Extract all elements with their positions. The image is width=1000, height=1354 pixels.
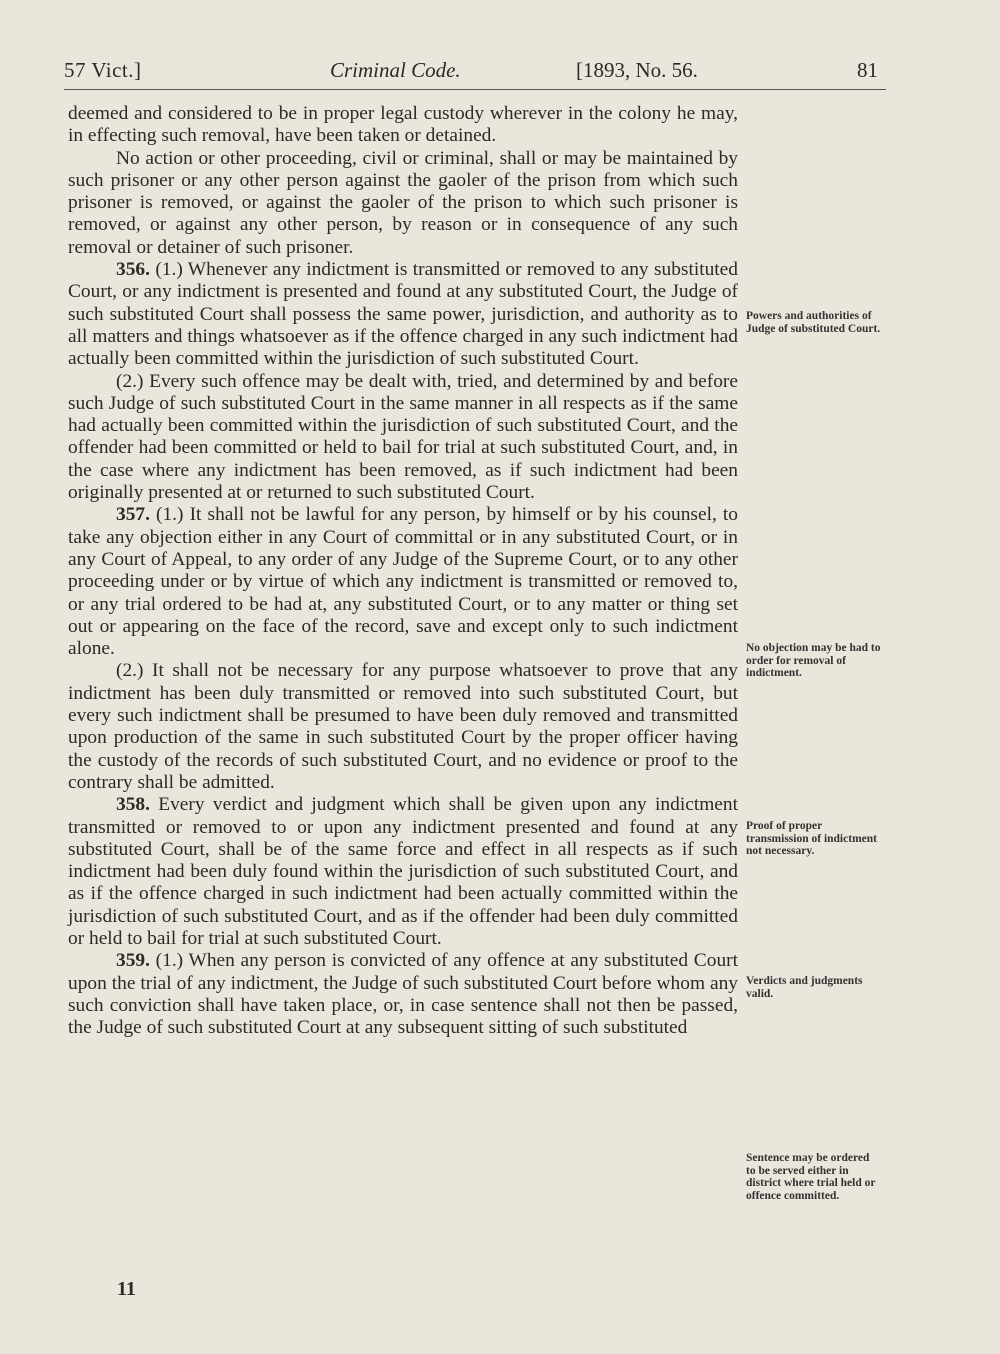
signature-mark: 11 [117, 1278, 136, 1300]
section-358: 358. Every verdict and judgment which shall be given upon any indictment transmitted or removed to or upon any indictment presented and found at any substituted Court, shall be of the same force and effect in all respects as if such indictment had been duly found within the jurisdiction of such substituted Court, and as if the offence charged in such indictment had been actually committed within the jurisdiction of such substituted Court, and as if the offender had been duly committed or held to bail for trial at such substituted Court. [68, 794, 738, 949]
paragraph: (2.) It shall not be necessary for any purpose whatsoever to prove that any indictment has been duly transmitted or removed into such substituted Court, but every such indictment shall be presumed to have been duly removed and transmitted upon production of the same in such substituted Court by the proper officer having the custody of the records of such substituted Court, and no evidence or proof to the contrary shall be admitted. [68, 660, 738, 793]
header-act-reference: [1893, No. 56. [576, 58, 698, 82]
paragraph: No action or other proceeding, civil or criminal, shall or may be maintained by such prisoner or any other person against the gaoler of the prison from which such prisoner is removed, or against the gaoler of the prison to which such prisoner is removed, or against any other person, by reason or in consequence of any such removal or detainer of such prisoner. [68, 147, 738, 258]
section-number: 358. [116, 794, 150, 816]
marginal-note-359: Sentence may be ordered to be served either in district where trial held or offence committed. [746, 1152, 876, 1202]
section-357: 357. (1.) It shall not be lawful for any person, by himself or by his counsel, to take any objection either in any Court of committal or in any substituted Court, or in any Court of Appeal, to any order of any Judge of the Supreme Court, or to any other proceeding under or by virtue of which any indictment is transmitted or removed to, or any trial ordered to be had at, any substituted Court, or to any matter or thing set out or appearing on the face of the record, save and except only to such indictment alone. [68, 504, 738, 660]
section-number: 359. [116, 950, 150, 972]
section-356: 356. (1.) Whenever any indictment is transmitted or removed to any substituted Court, or any indictment is presented and found at any substituted Court, the Judge of such substituted Court shall possess the same power, jurisdiction, and authority as to all matters and things whatsoever as if the offence charged in any such indictment had actually been committed within the jurisdiction of such substituted Court. [68, 259, 738, 370]
paragraph: deemed and considered to be in proper legal custody wherever in the colony he may, in effecting such removal, have been taken or detained. [68, 103, 738, 147]
marginal-note-356: Powers and authorities of Judge of substituted Court. [746, 310, 881, 335]
main-text [68, 103, 738, 1039]
paragraph: (2.) Every such offence may be dealt with, tried, and determined by and before such Judge of such substituted Court in the same manner in all respects as if the same had actually been committed within the jurisdiction of such substituted Court, and the offender had been committed or held to bail for trial at such substituted Court, and, in the case where any indictment has been removed, as if such indictment had been originally presented at or returned to such substituted Court. [68, 370, 738, 504]
marginal-note-357-2: Proof of proper transmission of indictment not necessary. [746, 820, 877, 857]
section-number: 356. [116, 259, 150, 281]
header-title: Criminal Code. [330, 58, 461, 82]
section-359: 359. (1.) When any person is convicted of any offence at any substituted Court upon the trial of any indictment, the Judge of such substituted Court before whom any such conviction shall have taken place, or, in case sentence shall not then be passed, the Judge of such substituted Court at any subsequent sitting of such substituted [68, 950, 738, 1039]
section-number: 357. [116, 504, 150, 526]
page-number: 81 [857, 58, 878, 82]
header-rule [64, 89, 886, 90]
header-left: 57 Vict.] [64, 58, 142, 82]
marginal-note-357: No objection may be had to order for removal of indictment. [746, 642, 881, 679]
running-header [64, 58, 884, 88]
marginal-note-358: Verdicts and judgments valid. [746, 975, 863, 1000]
